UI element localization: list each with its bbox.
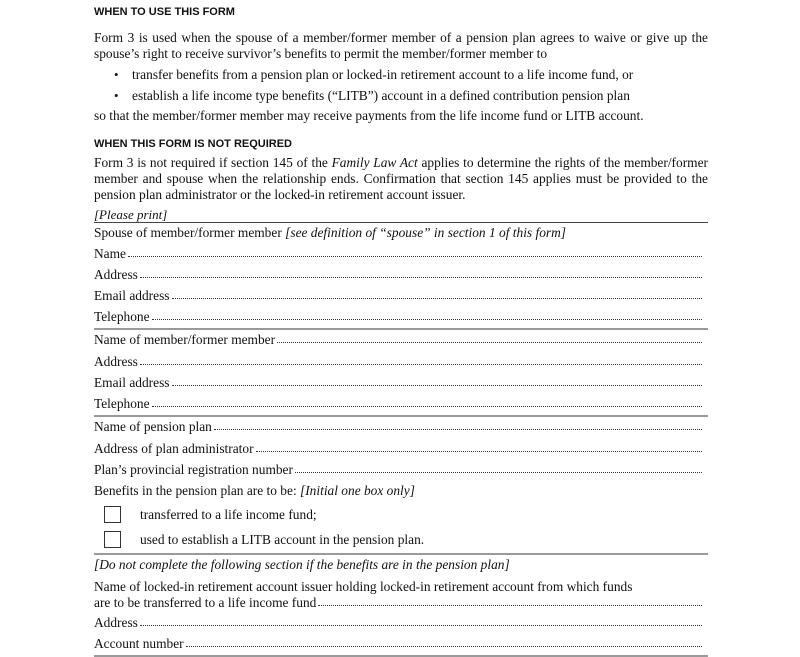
plan-administrator-address-field[interactable]: Address of plan administrator (94, 439, 708, 460)
fill-line[interactable] (277, 341, 702, 343)
when-to-use-heading: WHEN TO USE THIS FORM (94, 6, 235, 18)
fill-line[interactable] (140, 363, 702, 365)
fill-line[interactable] (295, 471, 702, 473)
spouse-address-field[interactable]: Address (94, 265, 708, 286)
fill-line[interactable] (172, 297, 703, 299)
when-to-use-bullets (94, 67, 708, 104)
fill-line[interactable] (318, 604, 702, 606)
fill-line[interactable] (140, 276, 702, 278)
option-life-income-fund[interactable]: transferred to a life income fund; (94, 502, 708, 527)
bullet-icon: • (114, 67, 119, 82)
fill-line[interactable] (140, 624, 702, 626)
option-litb-account[interactable]: used to establish a LITB account in the pension plan. (94, 527, 708, 552)
member-name-field[interactable]: Name of member/former member (94, 330, 708, 352)
not-required-heading: WHEN THIS FORM IS NOT REQUIRED (94, 138, 292, 150)
fill-line[interactable] (186, 645, 702, 647)
fill-line[interactable] (256, 450, 702, 452)
fill-line[interactable] (152, 405, 702, 407)
please-print-note: [Please print] (94, 207, 168, 222)
spouse-email-field[interactable]: Email address (94, 286, 708, 307)
member-telephone-field[interactable]: Telephone (94, 394, 708, 415)
member-email-field[interactable]: Email address (94, 373, 708, 394)
not-required-text: Form 3 is not required if section 145 of the Family Law Act applies to determine the rights of the member/former member and spouse when the relationship ends. Confirmation that section 145 applies must be provided to the pension plan administrator or the locked-in retirement account issuer. (94, 155, 708, 202)
fill-line[interactable] (172, 384, 703, 386)
spouse-section-title: Spouse of member/former member [see definition of “spouse” in section 1 of this form] (94, 225, 566, 240)
lira-account-number-field[interactable]: Account number (94, 634, 708, 655)
fill-line[interactable] (214, 428, 702, 430)
member-address-field[interactable]: Address (94, 352, 708, 373)
lira-section-note: [Do not complete the following section if the benefits are in the pension plan] (94, 557, 510, 572)
fill-line[interactable] (128, 255, 702, 257)
lira-address-field[interactable]: Address (94, 613, 708, 634)
initial-checkbox[interactable] (104, 531, 121, 548)
lira-issuer-name-field[interactable]: Name of locked-in retirement account issuer holding locked-in retirement account from which funds are to be transferred to a life income fund (94, 576, 708, 613)
when-to-use-intro: Form 3 is used when the spouse of a member/former member of a pension plan agrees to waive or give up the spouse’s right to receive survivor’s benefits to permit the member/former member to (94, 30, 708, 61)
fill-line[interactable] (152, 318, 702, 320)
form-3-page (94, 0, 708, 657)
bullet-icon: • (114, 88, 119, 103)
when-to-use-closing: so that the member/former member may receive payments from the life income fund or LITB account. (94, 108, 644, 123)
act-name: Family Law Act (331, 155, 418, 170)
pension-plan-name-field[interactable]: Name of pension plan (94, 417, 708, 439)
plan-registration-number-field[interactable]: Plan’s provincial registration number (94, 460, 708, 481)
spouse-telephone-field[interactable]: Telephone (94, 307, 708, 328)
benefits-instruction: Benefits in the pension plan are to be: [Initial one box only] (94, 483, 415, 498)
bullet-item: • establish a life income type benefits (“LITB”) account in a defined contribution pension plan (114, 88, 630, 103)
initial-checkbox[interactable] (104, 506, 121, 523)
spouse-name-field[interactable]: Name (94, 244, 708, 265)
bullet-item: • transfer benefits from a pension plan or locked-in retirement account to a life income fund, or (114, 67, 634, 82)
